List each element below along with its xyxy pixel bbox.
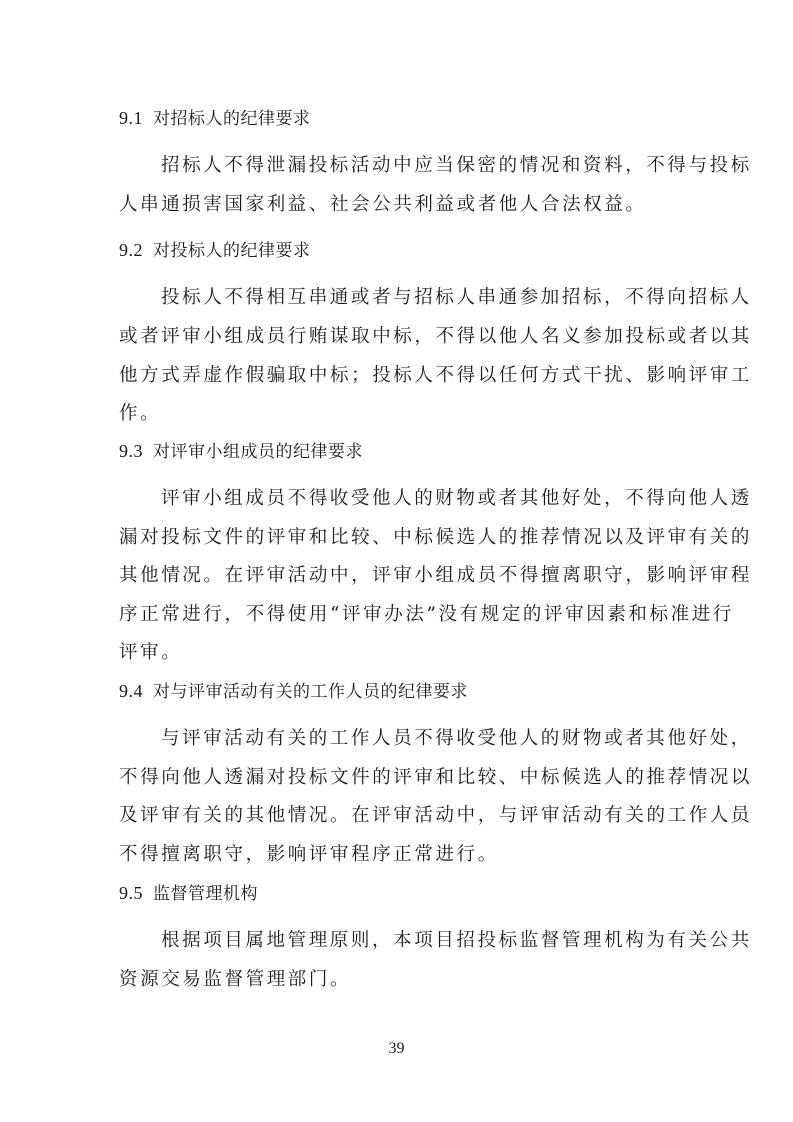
- paragraph-line: 投标人不得相互串通或者与招标人串通参加招标，不得向招标人: [161, 287, 752, 308]
- paragraph-line: 根据项目属地管理原则，本项目招投标监督管理机构为有关公共: [161, 930, 752, 951]
- paragraph-line: 作。: [119, 403, 162, 424]
- paragraph-line: 其他情况。在评审活动中，评审小组成员不得擅离职守，影响评审程: [119, 565, 753, 586]
- section-number: 9.3: [119, 441, 143, 461]
- paragraph-line: 他方式弄虚作假骗取中标；投标人不得以任何方式干扰、影响评审工: [119, 365, 753, 386]
- section-heading-9-4: [119, 679, 468, 704]
- paragraph-line: 资源交易监督管理部门。: [119, 969, 352, 990]
- paragraph-line: 序正常进行，不得使用“评审办法”没有规定的评审因素和标准进行: [119, 604, 734, 625]
- page-number: 39: [388, 1040, 405, 1057]
- paragraph-line: 评审小组成员不得收受他人的财物或者其他好处，不得向他人透: [161, 488, 752, 509]
- section-title: 对招标人的纪律要求: [153, 109, 311, 129]
- section-heading-9-5: [119, 881, 258, 906]
- paragraph-line: 人串通损害国家利益、社会公共利益或者他人合法权益。: [119, 194, 647, 215]
- paragraph-line: 与评审活动有关的工作人员不得收受他人的财物或者其他好处，: [161, 728, 752, 749]
- section-heading-9-3: [119, 439, 363, 464]
- paragraph-line: 不得向他人透漏对投标文件的评审和比较、中标候选人的推荐情况以: [119, 767, 753, 788]
- section-title: 对投标人的纪律要求: [153, 241, 311, 261]
- section-title: 对与评审活动有关的工作人员的纪律要求: [153, 682, 468, 702]
- section-number: 9.2: [119, 240, 143, 260]
- section-number: 9.4: [119, 681, 143, 701]
- section-number: 9.1: [119, 108, 143, 128]
- section-title: 对评审小组成员的纪律要求: [153, 442, 363, 462]
- paragraph-line: 及评审有关的其他情况。在评审活动中，与评审活动有关的工作人员: [119, 805, 753, 826]
- paragraph-line: 不得擅离职守，影响评审程序正常进行。: [119, 844, 499, 865]
- section-heading-9-2: [119, 238, 311, 263]
- section-number: 9.5: [119, 883, 143, 903]
- paragraph-line: 漏对投标文件的评审和比较、中标候选人的推荐情况以及评审有关的: [119, 527, 753, 548]
- section-title: 监督管理机构: [153, 884, 258, 904]
- section-heading-9-1: [119, 106, 311, 131]
- paragraph-line: 或者评审小组成员行贿谋取中标，不得以他人名义参加投标或者以其: [119, 326, 753, 347]
- paragraph-line: 评审。: [119, 642, 183, 663]
- paragraph-line: 招标人不得泄漏投标活动中应当保密的情况和资料，不得与投标: [161, 155, 752, 176]
